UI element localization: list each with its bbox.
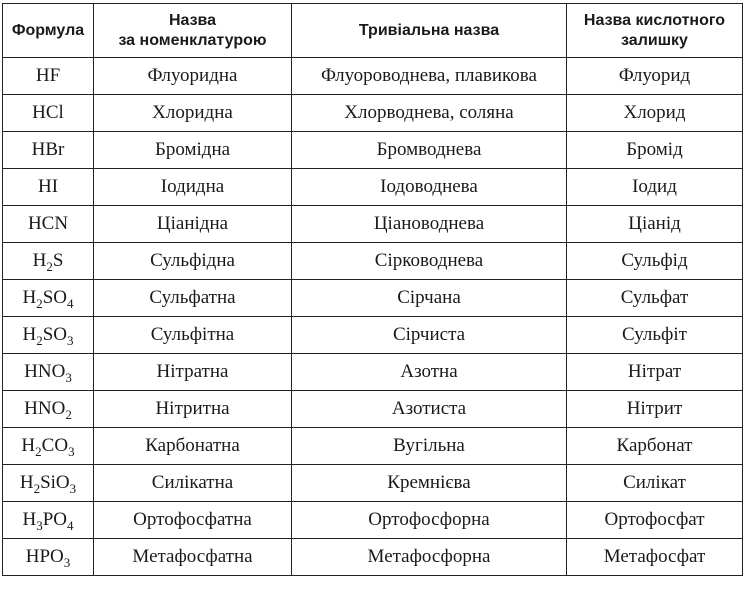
header-acid-residue-name xyxy=(567,4,743,58)
acid-residue-cell: Бромід xyxy=(567,132,743,169)
nomenclature-name-cell: Нітритна xyxy=(94,391,292,428)
nomenclature-name-cell: Іодидна xyxy=(94,169,292,206)
header-nomenclature-name xyxy=(94,4,292,58)
acid-residue-cell: Іодид xyxy=(567,169,743,206)
table-row xyxy=(3,95,743,132)
formula-cell xyxy=(3,169,94,206)
nomenclature-name-cell: Сульфітна xyxy=(94,317,292,354)
nomenclature-name-cell: Флуоридна xyxy=(94,58,292,95)
formula-cell xyxy=(3,391,94,428)
acid-residue-cell: Хлорид xyxy=(567,95,743,132)
table-row xyxy=(3,58,743,95)
formula-cell xyxy=(3,132,94,169)
formula-subscript: 4 xyxy=(67,518,74,533)
acid-residue-cell: Флуорид xyxy=(567,58,743,95)
formula-text: HNO xyxy=(24,361,66,382)
formula-cell xyxy=(3,280,94,317)
trivial-name-cell: Сірчиста xyxy=(292,317,567,354)
table-row xyxy=(3,428,743,465)
table-row xyxy=(3,206,743,243)
formula-cell xyxy=(3,539,94,576)
trivial-name-cell: Хлорводнева, соляна xyxy=(292,95,567,132)
formula-text: CO xyxy=(41,435,69,456)
formula-subscript: 2 xyxy=(46,259,53,274)
table-row xyxy=(3,280,743,317)
formula-subscript: 2 xyxy=(65,407,72,422)
header-row xyxy=(3,4,743,58)
acid-residue-cell: Силікат xyxy=(567,465,743,502)
table-row xyxy=(3,243,743,280)
table-row xyxy=(3,354,743,391)
formula-cell xyxy=(3,206,94,243)
acid-residue-cell: Ціанід xyxy=(567,206,743,243)
formula-text: SO xyxy=(42,287,68,308)
table-body xyxy=(3,58,743,576)
formula-cell xyxy=(3,317,94,354)
formula-subscript: 3 xyxy=(68,444,75,459)
formula-cell xyxy=(3,354,94,391)
acid-residue-cell: Нітрит xyxy=(567,391,743,428)
header-nomenclature-line2: за номенклатурою xyxy=(118,31,267,49)
formula-text: H xyxy=(22,509,37,530)
formula-text: HBr xyxy=(31,139,65,160)
table-header xyxy=(3,4,743,58)
formula-text: H xyxy=(22,287,37,308)
acid-residue-cell: Сульфід xyxy=(567,243,743,280)
acid-residue-cell: Метафосфат xyxy=(567,539,743,576)
header-nomenclature-line1: Назва xyxy=(168,11,217,29)
formula-text: H xyxy=(19,472,34,493)
formula-cell xyxy=(3,465,94,502)
formula-text: H xyxy=(22,324,37,345)
formula-subscript: 2 xyxy=(36,333,43,348)
formula-text: HCN xyxy=(27,213,69,234)
table-row xyxy=(3,132,743,169)
nomenclature-name-cell: Метафосфатна xyxy=(94,539,292,576)
trivial-name-cell: Флуороводнева, плавикова xyxy=(292,58,567,95)
table-row xyxy=(3,317,743,354)
formula-subscript: 3 xyxy=(69,481,77,496)
formula-cell xyxy=(3,428,94,465)
formula-text: H xyxy=(21,435,36,456)
formula-text: S xyxy=(52,250,64,271)
formula-text: SO xyxy=(42,324,68,345)
formula-text: H xyxy=(32,250,47,271)
trivial-name-cell: Сірчана xyxy=(292,280,567,317)
table-row xyxy=(3,502,743,539)
trivial-name-cell: Ортофосфорна xyxy=(292,502,567,539)
table-row xyxy=(3,539,743,576)
nomenclature-name-cell: Карбонатна xyxy=(94,428,292,465)
formula-text: HCl xyxy=(32,102,64,123)
formula-subscript: 2 xyxy=(36,296,43,311)
acid-residue-cell: Ортофосфат xyxy=(567,502,743,539)
formula-subscript: 3 xyxy=(65,370,72,385)
formula-cell xyxy=(3,58,94,95)
header-trivial-name: Тривіальна назва xyxy=(292,4,567,58)
trivial-name-cell: Ціановоднева xyxy=(292,206,567,243)
header-formula: Формула xyxy=(3,4,94,58)
acid-residue-cell: Сульфіт xyxy=(567,317,743,354)
nomenclature-name-cell: Сульфатна xyxy=(94,280,292,317)
acid-residue-cell: Нітрат xyxy=(567,354,743,391)
formula-text: HPO xyxy=(25,546,64,567)
formula-subscript: 4 xyxy=(67,296,74,311)
nomenclature-name-cell: Ціанідна xyxy=(94,206,292,243)
formula-cell xyxy=(3,243,94,280)
trivial-name-cell: Азотна xyxy=(292,354,567,391)
formula-cell xyxy=(3,95,94,132)
table-row xyxy=(3,465,743,502)
formula-subscript: 3 xyxy=(63,555,71,570)
table-row xyxy=(3,169,743,206)
formula-cell xyxy=(3,502,94,539)
trivial-name-cell: Кремнієва xyxy=(292,465,567,502)
nomenclature-name-cell: Нітратна xyxy=(94,354,292,391)
header-residue-line2: залишку xyxy=(621,31,688,49)
trivial-name-cell: Сірководнева xyxy=(292,243,567,280)
formula-text: PO xyxy=(42,509,68,530)
formula-subscript: 3 xyxy=(67,333,74,348)
trivial-name-cell: Бромводнева xyxy=(292,132,567,169)
nomenclature-name-cell: Сульфідна xyxy=(94,243,292,280)
formula-subscript: 2 xyxy=(35,444,42,459)
acid-residue-cell: Карбонат xyxy=(567,428,743,465)
acid-residue-cell: Сульфат xyxy=(567,280,743,317)
formula-subscript: 3 xyxy=(36,518,43,533)
trivial-name-cell: Азотиста xyxy=(292,391,567,428)
nomenclature-name-cell: Бромідна xyxy=(94,132,292,169)
trivial-name-cell: Іодоводнева xyxy=(292,169,567,206)
formula-text: HNO xyxy=(24,398,66,419)
nomenclature-name-cell: Ортофосфатна xyxy=(94,502,292,539)
formula-text: HF xyxy=(35,65,61,86)
trivial-name-cell: Метафосфорна xyxy=(292,539,567,576)
table-row xyxy=(3,391,743,428)
nomenclature-name-cell: Хлоридна xyxy=(94,95,292,132)
trivial-name-cell: Вугільна xyxy=(292,428,567,465)
nomenclature-name-cell: Силікатна xyxy=(94,465,292,502)
formula-text: SiO xyxy=(40,472,70,493)
acids-table xyxy=(2,3,743,576)
header-residue-line1: Назва кислотного xyxy=(583,11,726,29)
formula-subscript: 2 xyxy=(33,481,41,496)
formula-text: HI xyxy=(37,176,59,197)
